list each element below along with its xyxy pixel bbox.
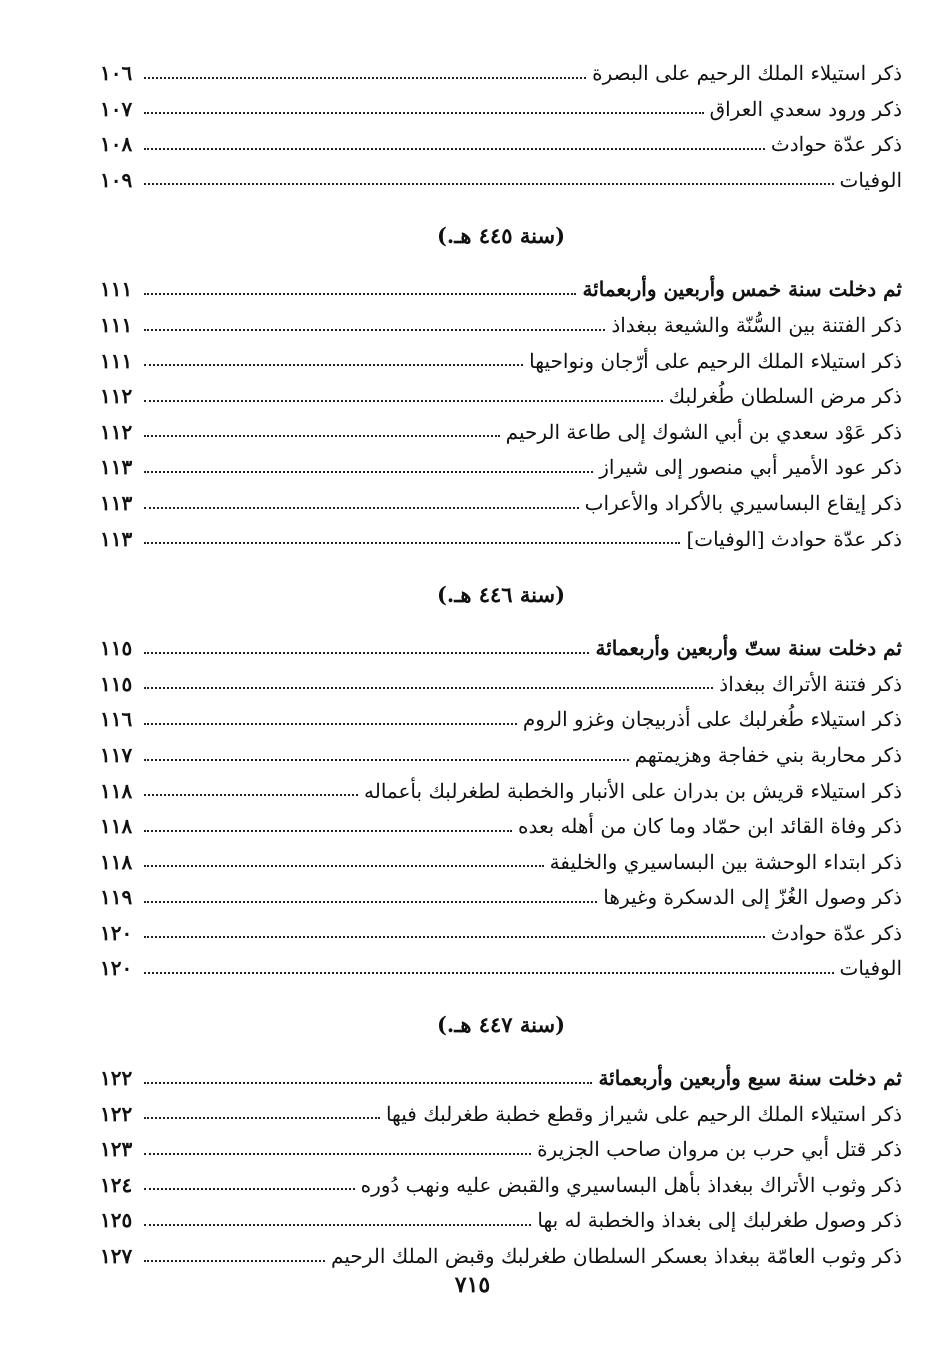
toc-entry-page: ١٠٧ — [100, 96, 133, 121]
toc-entry-title: ذكر عدّة حوادث — [770, 132, 902, 157]
toc-entry — [100, 631, 902, 667]
toc-entry — [100, 667, 902, 703]
toc-entry-page: ١٢٧ — [100, 1244, 133, 1269]
toc-entry-title: ذكر استيلاء طُغرلبك على أذربيجان وغزو الروم — [522, 707, 902, 732]
toc-entry-page: ١٠٦ — [100, 61, 133, 85]
year-heading: (سنة ٤٤٥ هـ.) — [436, 223, 566, 249]
toc-entry — [100, 522, 902, 558]
dot-leader — [144, 723, 517, 725]
dot-leader — [144, 830, 512, 832]
toc-entry-page: ١١٥ — [100, 636, 133, 661]
toc-entry — [100, 344, 902, 380]
toc-entry — [100, 702, 902, 738]
dot-leader — [144, 400, 663, 402]
toc-entry-page: ١١٧ — [100, 742, 133, 767]
dot-leader — [144, 1260, 325, 1262]
toc-entry-page: ١١٨ — [100, 778, 133, 803]
toc-entry-page: ١٢٢ — [100, 1101, 133, 1126]
dot-leader — [144, 1188, 355, 1190]
toc-entry-page: ١١٢ — [100, 419, 133, 444]
toc-entry-page: ١٢٠ — [100, 956, 133, 981]
dot-leader — [144, 865, 544, 867]
toc-entry — [100, 92, 902, 128]
toc-entry — [100, 127, 902, 163]
dot-leader — [144, 364, 523, 366]
toc-entry-title: ذكر وصول الغُزّ إلى الدسكرة وغيرها — [603, 885, 902, 910]
dot-leader — [144, 1082, 592, 1084]
toc-entry-title: ذكر ابتداء الوحشة بين البساسيري والخليفة — [549, 849, 902, 874]
toc-entry — [100, 1097, 902, 1133]
toc-entry-title: ذكر مرض السلطان طُغرلبك — [668, 384, 902, 409]
toc-entry-page: ١٠٨ — [100, 132, 133, 157]
toc-entry — [100, 308, 902, 344]
toc-entry-title: ثم دخلت سنة خمس وأربعين وأربعمائة — [582, 277, 902, 302]
toc-entry-page: ١١٣ — [100, 490, 133, 515]
toc-entry-page: ١٠٩ — [100, 167, 133, 192]
toc-entry-title: ذكر وثوب الأتراك ببغداذ بأهل البساسيري والقبض عليه ونهب دُوره — [360, 1172, 902, 1197]
toc-entry-title: ذكر عود الأمير أبي منصور إلى شيراز — [599, 455, 902, 480]
toc-entry-page: ١١٦ — [100, 707, 133, 732]
toc-entry-page: ١١٩ — [100, 885, 133, 910]
toc-entry — [100, 415, 902, 451]
dot-leader — [144, 435, 500, 437]
toc-entry — [100, 774, 902, 810]
toc-entry-title: الوفيات — [839, 956, 902, 981]
dot-leader — [144, 293, 576, 295]
toc-entry — [100, 1061, 902, 1097]
toc-entry — [100, 880, 902, 916]
toc-entry-title: ذكر وفاة القائد ابن حمّاد وما كان من أهله بعده — [517, 814, 902, 839]
toc-entry-title: ذكر الفتنة بين السُّنّة والشيعة ببغداذ — [611, 312, 902, 337]
toc-entry-title: ذكر فتنة الأتراك ببغداذ — [719, 671, 902, 696]
page-number: ٧١٥ — [454, 1272, 491, 1298]
toc-entry-page: ١١١ — [100, 312, 133, 337]
toc-entry — [100, 1168, 902, 1204]
toc-entry — [100, 272, 902, 308]
toc-entry-title: ذكر عَوْد سعدي بن أبي الشوك إلى طاعة الرحيم — [505, 419, 902, 444]
toc-entry — [100, 951, 902, 987]
toc-entry-page: ١٢٠ — [100, 920, 133, 945]
toc-entry-page: ١١٣ — [100, 455, 133, 480]
dot-leader — [144, 652, 589, 654]
toc-entry-title: ثم دخلت سنة سبع وأربعين وأربعمائة — [598, 1066, 902, 1091]
dot-leader — [144, 1117, 380, 1119]
toc-entry-page: ١١٣ — [100, 526, 133, 551]
toc-entry — [100, 1132, 902, 1168]
toc-entry — [100, 486, 902, 522]
toc-entry-page: ١١١ — [100, 277, 133, 302]
toc-entry — [100, 163, 902, 199]
toc-entry-title: ذكر عدّة حوادث [الوفيات] — [686, 526, 902, 551]
dot-leader — [144, 471, 593, 473]
toc-entry-page: ١١٢ — [100, 384, 133, 409]
dot-leader — [144, 759, 629, 761]
toc-entry-title: ذكر قتل أبي حرب بن مروان صاحب الجزيرة — [537, 1137, 902, 1162]
toc-entry-page: ١٢٥ — [100, 1208, 133, 1233]
toc-entry-page: ١١٥ — [100, 671, 133, 696]
toc-entry-title: ذكر عدّة حوادث — [770, 920, 902, 945]
toc-entry — [100, 379, 902, 415]
dot-leader — [144, 936, 765, 938]
table-of-contents — [100, 56, 902, 1275]
dot-leader — [144, 77, 586, 79]
toc-entry — [100, 916, 902, 952]
toc-entry-title: ذكر استيلاء الملك الرحيم على البصرة — [592, 61, 902, 85]
toc-entry-page: ١٢٣ — [100, 1137, 133, 1162]
toc-entry-title: ذكر إيقاع البساسيري بالأكراد والأعراب — [584, 490, 902, 515]
toc-entry-page: ١٢٢ — [100, 1066, 133, 1091]
dot-leader — [144, 1224, 531, 1226]
dot-leader — [144, 972, 834, 974]
dot-leader — [144, 794, 358, 796]
toc-entry — [100, 450, 902, 486]
toc-entry-title: ذكر محاربة بني خفاجة وهزيمتهم — [634, 742, 902, 767]
toc-entry-title: ذكر استيلاء الملك الرحيم على أرّجان ونواحيها — [529, 348, 902, 373]
dot-leader — [144, 1153, 531, 1155]
toc-entry-page: ١٢٤ — [100, 1172, 133, 1197]
toc-entry-title: ثم دخلت سنة ستّ وأربعين وأربعمائة — [595, 636, 902, 661]
dot-leader — [144, 901, 597, 903]
year-heading: (سنة ٤٤٦ هـ.) — [436, 582, 566, 608]
dot-leader — [144, 148, 765, 150]
toc-entry-title: ذكر وصول طغرلبك إلى بغداذ والخطبة له بها — [537, 1208, 902, 1233]
toc-entry-page: ١١١ — [100, 348, 133, 373]
dot-leader — [144, 329, 605, 331]
toc-entry — [100, 845, 902, 881]
toc-entry-title: الوفيات — [839, 167, 902, 192]
toc-entry-page: ١١٨ — [100, 849, 133, 874]
toc-entry-page: ١١٨ — [100, 814, 133, 839]
toc-entry — [100, 1239, 902, 1275]
year-heading: (سنة ٤٤٧ هـ.) — [436, 1012, 566, 1038]
toc-entry-title: ذكر استيلاء قريش بن بدران على الأنبار والخطبة لطغرلبك بأعماله — [364, 778, 902, 803]
dot-leader — [144, 507, 579, 509]
toc-entry — [100, 56, 902, 92]
toc-entry-title: ذكر وثوب العامّة ببغداذ بعسكر السلطان طغرلبك وقبض الملك الرحيم — [331, 1244, 902, 1269]
dot-leader — [144, 183, 834, 185]
dot-leader — [144, 687, 713, 689]
toc-entry — [100, 1203, 902, 1239]
toc-entry — [100, 738, 902, 774]
dot-leader — [144, 542, 680, 544]
toc-entry-title: ذكر ورود سعدي العراق — [709, 96, 902, 121]
toc-entry-title: ذكر استيلاء الملك الرحيم على شيراز وقطع خطبة طغرلبك فيها — [385, 1101, 902, 1126]
dot-leader — [144, 112, 704, 114]
toc-entry — [100, 809, 902, 845]
